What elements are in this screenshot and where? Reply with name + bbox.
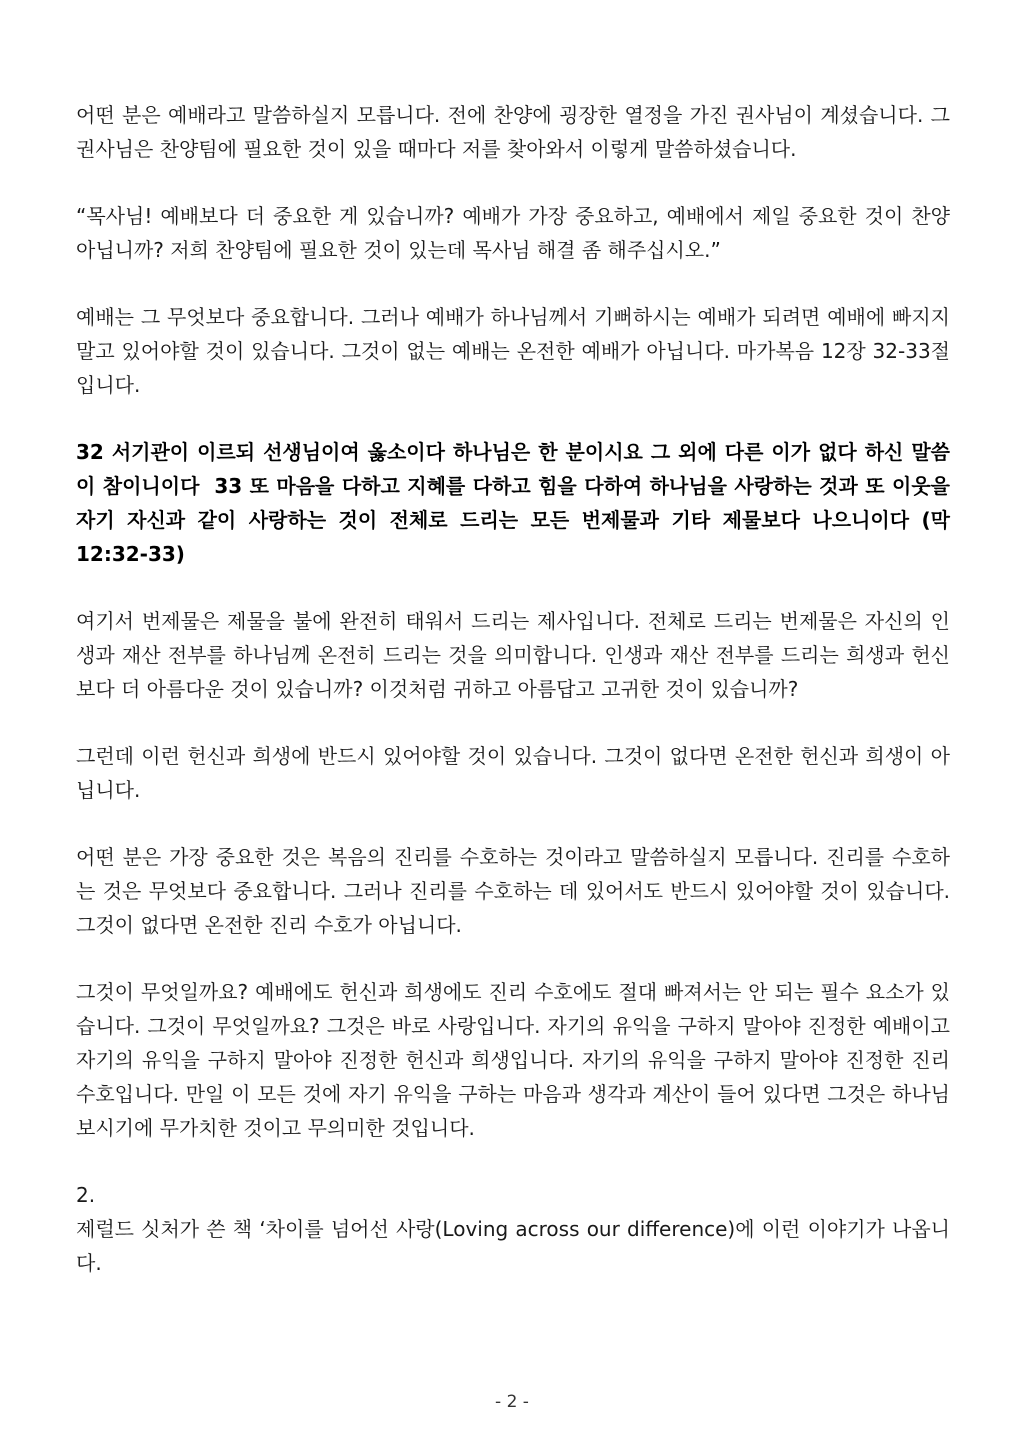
section-number: 2.	[76, 1183, 96, 1207]
document-body	[76, 98, 957, 1313]
paragraph-quote-pastor: “목사님! 예배보다 더 중요한 게 있습니까? 예배가 가장 중요하고, 예배에서 제일 중요한 것이 찬양 아닙니까? 저희 찬양팀에 필요한 것이 있는데 목사님 해결 좀 해주십시오.”	[76, 204, 957, 262]
paragraph-book-reference: 제럴드 싯처가 쓴 책 ‘차이를 넘어선 사랑(Loving across our difference)에 이런 이야기가 나옵니다.	[76, 1217, 950, 1275]
page-number: - 2 -	[495, 1392, 529, 1412]
paragraph-love-essential: 그것이 무엇일까요? 예배에도 헌신과 희생에도 진리 수호에도 절대 빠져서는 안 되는 필수 요소가 있습니다. 그것이 무엇일까요? 그것은 바로 사랑입니다. 자기의 유익을 구하지 말아야 진정한 예배이고 자기의 유익을 구하지 말아야 진정한 헌신과 희생입니다. 자기의 유익을 구하지 말아야 진정한 진리 수호입니다. 만일 이 모든 것에 자기 유익을 구하는 마음과 생각과 계산이 들어 있다면 그것은 하나님 보시기에 무가치한 것이고 무의미한 것입니다.	[76, 980, 957, 1140]
paragraph-worship-important: 예배는 그 무엇보다 중요합니다. 그러나 예배가 하나님께서 기뻐하시는 예배가 되려면 예배에 빠지지 말고 있어야할 것이 있습니다. 그것이 없는 예배는 온전한 예배가 아닙니다. 마가복음 12장 32-33절입니다.	[76, 305, 957, 397]
paragraph-devotion-sacrifice: 그런데 이런 헌신과 희생에 반드시 있어야할 것이 있습니다. 그것이 없다면 온전한 헌신과 희생이 아닙니다.	[76, 744, 950, 802]
paragraph-burnt-offering: 여기서 번제물은 제물을 불에 완전히 태워서 드리는 제사입니다. 전체로 드리는 번제물은 자신의 인생과 재산 전부를 하나님께 온전히 드리는 것을 의미합니다. 인생과 재산 전부를 드리는 희생과 헌신보다 더 아름다운 것이 있습니까? 이것처럼 귀하고 아름답고 고귀한 것이 있습니까?	[76, 609, 950, 701]
paragraph-worship-intro: 어떤 분은 예배라고 말씀하실지 모릅니다. 전에 찬양에 굉장한 열정을 가진 권사님이 계셨습니다. 그 권사님은 찬양팀에 필요한 것이 있을 때마다 저를 찾아와서 이렇게 말씀하셨습니다.	[76, 103, 957, 161]
scripture-quote-mark-12: 32 서기관이 이르되 선생님이여 옳소이다 하나님은 한 분이시요 그 외에 다른 이가 없다 하신 말씀이 참이니이다 33 또 마음을 다하고 지혜를 다하고 힘을 다하여 하나님을 사랑하는 것과 또 이웃을 자기 자신과 같이 사랑하는 것이 전체로 드리는 모든 번제물과 기타 제물보다 나으니이다 (막 12:32-33)	[76, 440, 957, 566]
paragraph-truth-defense: 어떤 분은 가장 중요한 것은 복음의 진리를 수호하는 것이라고 말씀하실지 모릅니다. 진리를 수호하는 것은 무엇보다 중요합니다. 그러나 진리를 수호하는 데 있어서도 반드시 있어야할 것이 있습니다. 그것이 없다면 온전한 진리 수호가 아닙니다.	[76, 845, 957, 937]
